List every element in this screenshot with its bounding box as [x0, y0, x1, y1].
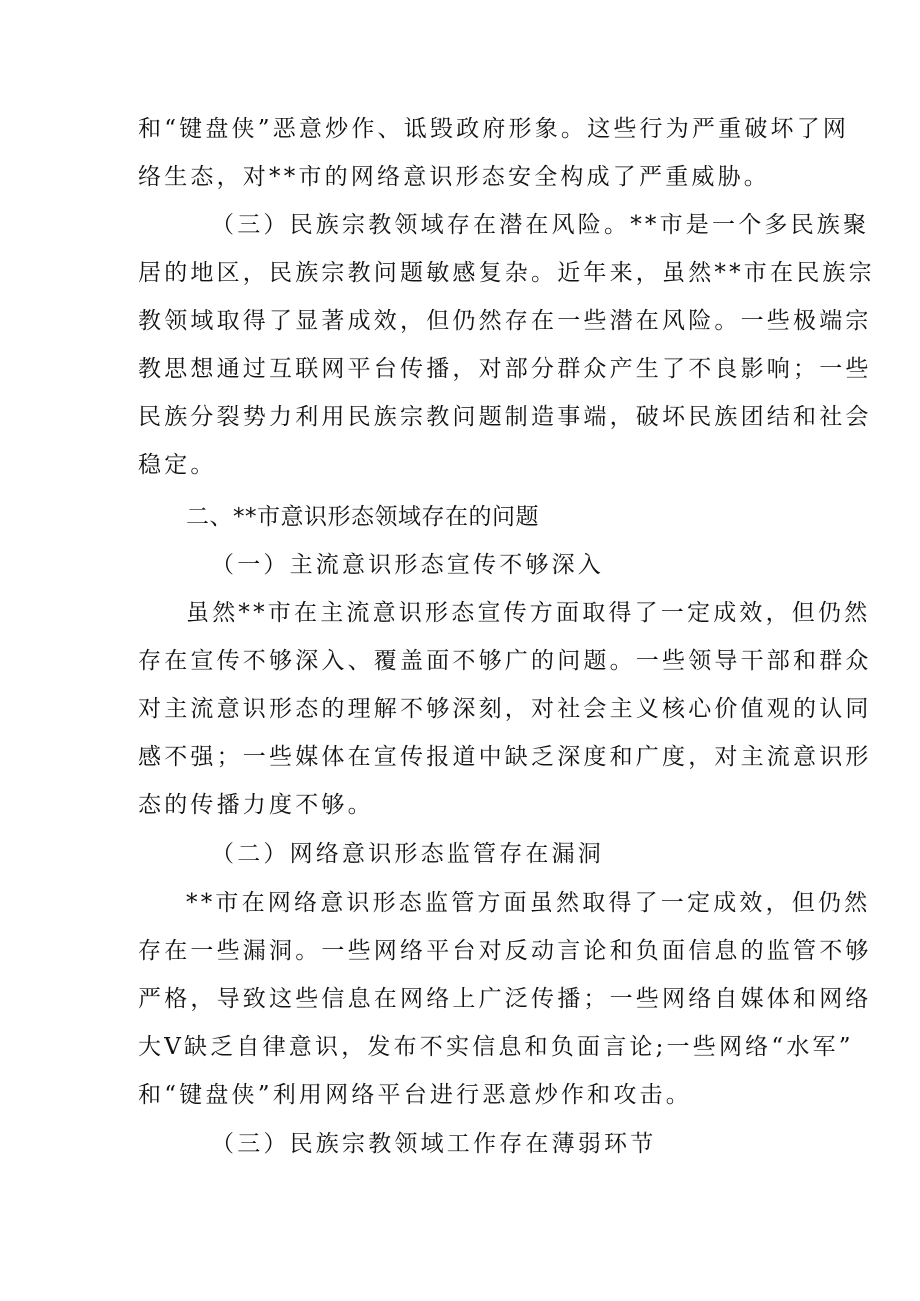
paragraph-line: 络生态，对**市的网络意识形态安全构成了严重威胁。 [138, 164, 770, 190]
paragraph-line: 稳定。 [138, 452, 217, 478]
paragraph-line: 感不强；一些媒体在宣传报道中缺乏深度和广度，对主流意识形 [138, 744, 872, 770]
section-three-risk-line: （三）民族宗教领域存在潜在风险。**市是一个多民族聚 [211, 212, 870, 238]
paragraph-line: 对主流意识形态的理解不够深刻，对社会主义核心价值观的认同 [138, 696, 872, 722]
paragraph-line: 和“键盘侠”恶意炒作、诋毁政府形象。这些行为严重破坏了网 [138, 116, 850, 142]
paragraph-line: 态的传播力度不够。 [138, 792, 374, 818]
paragraph-line: 存在宣传不够深入、覆盖面不够广的问题。一些领导干部和群众 [138, 648, 872, 674]
paragraph-line: **市在网络意识形态监管方面虽然取得了一定成效，但仍然 [186, 890, 871, 916]
paragraph-line: 居的地区，民族宗教问题敏感复杂。近年来，虽然**市在民族宗 [138, 260, 875, 286]
paragraph-line: 存在一些漏洞。一些网络平台对反动言论和负面信息的监管不够 [138, 938, 872, 964]
paragraph-line: 民族分裂势力利用民族宗教问题制造事端，破坏民族团结和社会 [138, 404, 872, 430]
paragraph-line: 教思想通过互联网平台传播，对部分群众产生了不良影响；一些 [138, 356, 872, 382]
paragraph-line: 教领域取得了显著成效，但仍然存在一些潜在风险。一些极端宗 [138, 308, 872, 334]
subheading-two: （二）网络意识形态监管存在漏洞 [211, 841, 604, 867]
paragraph-line: 严格，导致这些信息在网络上广泛传播；一些网络自媒体和网络 [138, 986, 872, 1012]
subheading-one: （一）主流意识形态宣传不够深入 [211, 552, 604, 578]
paragraph-line: 和“键盘侠”利用网络平台进行恶意炒作和攻击。 [138, 1082, 692, 1108]
subheading-three: （三）民族宗教领域工作存在薄弱环节 [211, 1131, 657, 1157]
paragraph-line: 大V缺乏自律意识，发布不实信息和负面言论;一些网络“水军” [138, 1034, 854, 1060]
paragraph-line: 虽然**市在主流意识形态宣传方面取得了一定成效，但仍然 [186, 600, 871, 626]
section-heading-two: 二、**市意识形态领域存在的问题 [186, 504, 539, 530]
